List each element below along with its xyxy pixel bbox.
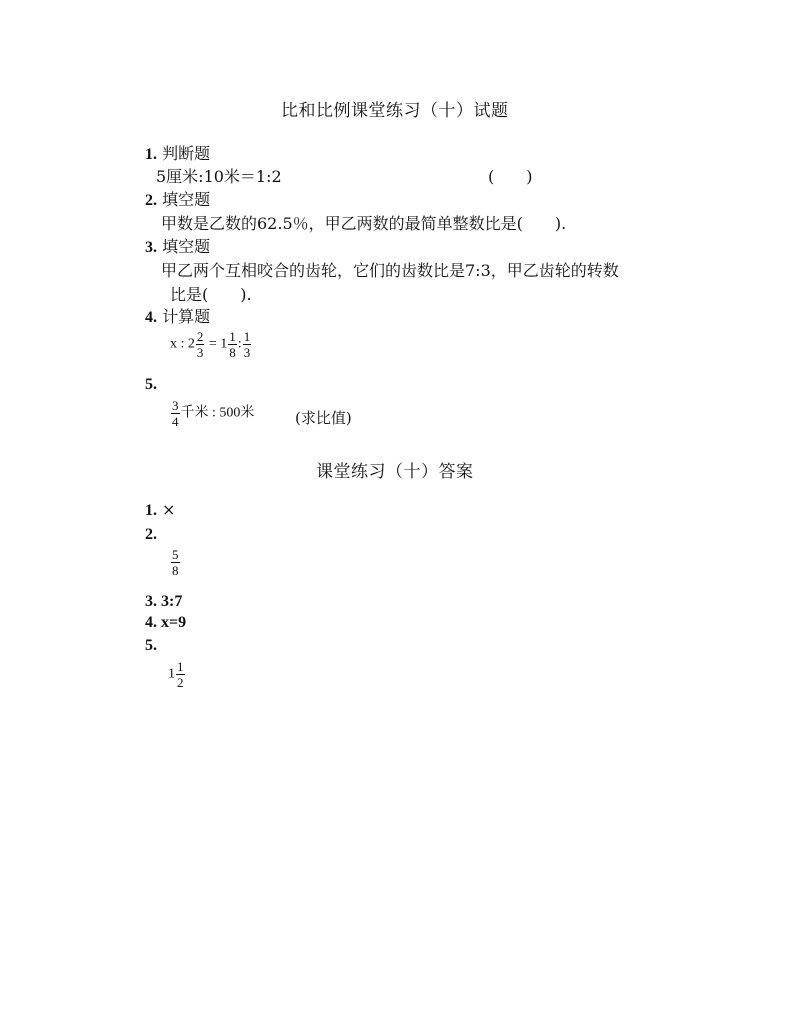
variable-x: x [170,336,177,352]
answer-2 [145,524,157,544]
question-4-equation [170,330,252,359]
answer-number: 5. [145,637,157,654]
cross-mark-icon: × [162,500,176,519]
question-1-content: 5厘米:10米＝1:2 [156,167,282,186]
question-type: 填空题 [162,237,211,256]
numerator: 5 [172,547,179,562]
question-5-expression [170,399,254,428]
answer-5-value [168,660,186,689]
numerator: 2 [196,329,204,344]
denominator: 3 [243,345,251,360]
answer-number: 1. [145,502,157,519]
fraction [196,330,205,359]
question-3-header [145,234,210,257]
ratio-colon: : [237,336,242,352]
mixed-number-whole: 1 [220,336,228,352]
expression-text: 千米 : 500米 [180,405,255,421]
answer-blank-paren: ( ) [488,167,533,186]
question-1-header [145,141,210,164]
denominator: 4 [172,414,179,429]
question-3-line-1: 甲乙两个互相咬合的齿轮，它们的齿数比是7:3，甲乙齿轮的转数 [161,261,619,280]
question-type: 计算题 [162,307,211,326]
page-title: 比和比例课堂练习（十）试题 [281,101,509,121]
answer-5 [145,635,157,655]
denominator: 8 [172,563,179,578]
question-type: 填空题 [162,190,211,209]
question-4-header [145,304,210,327]
question-number: 2. [145,192,157,209]
mixed-number-whole: 1 [168,666,175,682]
fraction [171,548,180,577]
fraction [176,660,185,689]
question-number: 1. [145,146,157,163]
question-5-header [145,374,157,394]
ratio-colon: : [180,336,185,352]
answer-4: 4. x=9 [145,614,187,631]
fraction [228,330,237,359]
question-number: 3. [145,239,157,256]
numerator: 1 [229,329,236,344]
question-5-note: (求比值) [295,409,352,427]
mixed-number-whole: 2 [187,336,195,352]
numerator: 1 [177,659,184,674]
question-2-header [145,187,210,210]
denominator: 3 [196,345,204,360]
numerator: 3 [172,398,179,413]
answer-3: 3. 3:7 [145,593,183,610]
question-2-content: 甲数是乙数的62.5％，甲乙两数的最简单整数比是( ). [161,214,567,233]
numerator: 1 [243,329,251,344]
answer-number: 2. [145,526,157,543]
question-3-line-2: 比是( ). [170,285,252,304]
fraction [171,399,180,428]
equals-sign: = [208,336,217,352]
denominator: 8 [229,345,236,360]
denominator: 2 [177,675,184,690]
question-number: 4. [145,309,157,326]
answer-2-value [170,548,181,577]
fraction [243,330,252,359]
question-number: 5. [145,376,157,393]
answer-title: 课堂练习（十）答案 [316,462,474,482]
answer-1 [145,500,176,520]
question-type: 判断题 [162,144,211,163]
